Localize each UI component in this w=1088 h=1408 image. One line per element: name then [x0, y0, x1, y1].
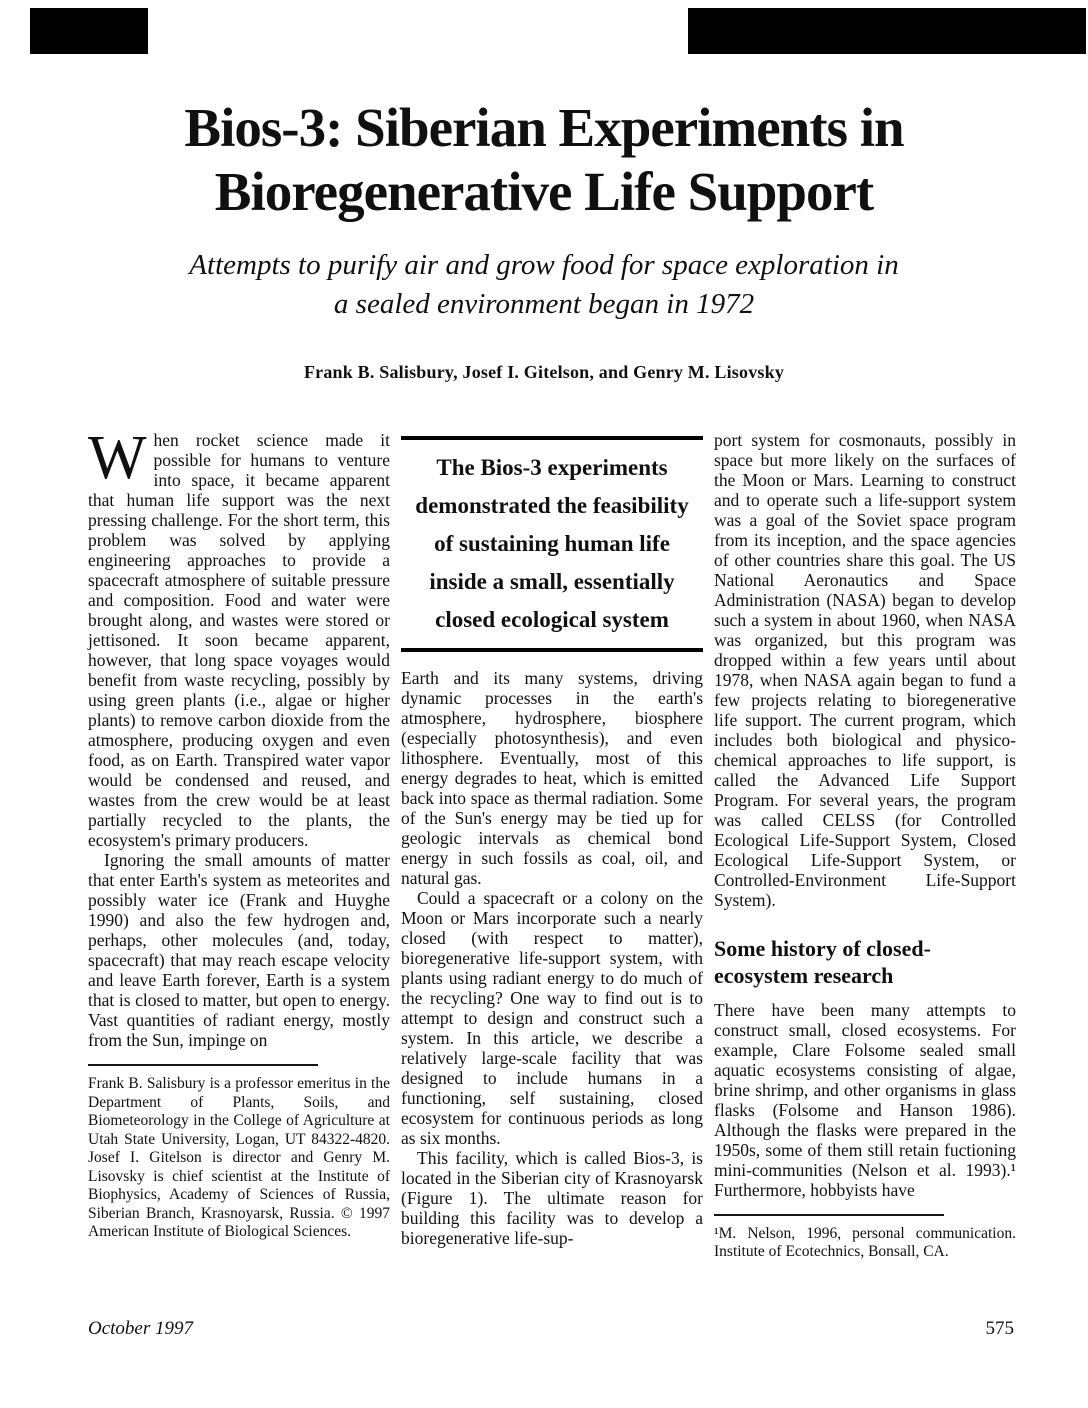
column-left: [88, 424, 390, 1262]
article-title-line-2: Bioregenerative Life Support: [214, 160, 874, 222]
column-middle: [401, 430, 703, 1262]
pull-quote: [401, 436, 703, 652]
page-number: 575: [985, 1318, 1014, 1339]
issue-date: October 1997: [88, 1318, 194, 1339]
paragraph: Could a spacecraft or a colony on the Moon or Mars incorporate such a nearly closed (with respect to matter), bioregenerative life-support system, with plants using radiant energy to do much of the recycling? One way to find out is to attempt to design and construct such a system. In this article, we describe a relatively large-scale facility that was designed to include humans in a functioning, self sustaining, closed ecosystem for continuous periods as long as six months.: [401, 888, 703, 1148]
masthead: [60, 96, 1028, 383]
reference-footnote: ¹M. Nelson, 1996, personal communication. Institute of Ecotechnics, Bonsall, CA.: [714, 1224, 1016, 1261]
article-title-line-1: Bios-3: Siberian Experiments in: [184, 97, 904, 158]
paragraph: Earth and its many systems, driving dynamic processes in the earth's atmosphere, hydrosphere, biosphere (especially photosynthesis), and even lithosphere. Eventually, most of this energy degrades to heat, which is emitted back into space as thermal radiation. Some of the Sun's energy may be tied up for geologic intervals as chemical bond energy in such fossils as coal, oil, and natural gas.: [401, 668, 703, 888]
column-right: [714, 430, 1016, 1262]
article-deck: [60, 246, 1028, 324]
footnote-divider: [88, 1064, 318, 1066]
intro-paragraph: [88, 424, 390, 850]
paragraph: This facility, which is called Bios-3, is located in the Siberian city of Krasnoyarsk (Figure 1). The ultimate reason for building this facility was to develop a bioregenerative life-sup-: [401, 1148, 703, 1248]
paragraph: There have been many attempts to construct small, closed ecosystems. For example, Clare Folsome sealed small aquatic ecosystems consisting of algae, brine shrimp, and other organisms in glass flasks (Folsome and Hanson 1986). Although the flasks were prepared in the 1950s, some of them still retain fuctioning mini-communities (Nelson et al. 1993).¹ Furthermore, hobbyists have: [714, 999, 1016, 1200]
article-title: [60, 96, 1028, 224]
intro-paragraph-text: hen rocket science made it possible for humans to venture into space, it became apparent that human life support was the next pressing challenge. For the short term, this problem was solved by applying engineering approaches to provide a spacecraft atmosphere of suitable pressure and composition. Food and water were brought along, and wastes were stored or jettisoned. It soon became apparent, however, that long space voyages would benefit from waste recycling, possibly by using green plants (i.e., algae or higher plants) to remove carbon dioxide from the atmosphere, producing oxygen and even food, as on Earth. Transpired water vapor would be condensed and reused, and wastes from the crew would be at least partially recycled to the plants, the ecosystem's primary producers.: [88, 430, 390, 850]
authors-byline: Frank B. Salisbury, Josef I. Gitelson, and Genry M. Lisovsky: [303, 361, 785, 382]
scan-artifact-bar-right: [688, 8, 1086, 54]
author-bio-footnote: Frank B. Salisbury is a professor emeritus in the Department of Plants, Soils, and Biometeorology in the College of Agriculture at Utah State University, Logan, UT 84322-4820. Josef I. Gitelson is director and Genry M. Lisovsky is chief scientist at the Institute of Biophysics, Academy of Sciences of Russia, Siberian Branch, Krasnoyarsk, Russia. © 1997 American Institute of Biological Sciences.: [88, 1075, 390, 1240]
section-heading: Some history of closed-ecosystem research: [714, 936, 931, 988]
article-body: [88, 424, 1016, 1262]
footnote-divider: [714, 1214, 944, 1216]
paragraph: Ignoring the small amounts of matter that enter Earth's system as meteorites and possibly water ice (Frank and Huyghe 1990) and also the few hydrogen and, perhaps, other molecules (and, today, spacecraft) that may reach escape velocity and leave Earth forever, Earth is a system that is closed to matter, but open to energy. Vast quantities of radiant energy, mostly from the Sun, impinge on: [88, 850, 390, 1050]
pull-quote-text: The Bios-3 experiments demonstrated the feasibility of sustaining human life inside a small, essentially closed ecological system: [415, 455, 689, 632]
article-deck-line-2: a sealed environment began in 1972: [333, 287, 755, 320]
article-deck-line-1: Attempts to purify air and grow food for space exploration in: [189, 248, 899, 281]
page-footer: [88, 1318, 1014, 1340]
paragraph: port system for cosmonauts, possibly in space but more likely on the surfaces of the Moon or Mars. Learning to construct and to operate such a life-support system was a goal of the Soviet space program from its inception, and the space agencies of other countries share this goal. The US National Aeronautics and Space Administration (NASA) began to develop such a system in about 1960, when NASA was organized, but this program was dropped within a few years until about 1978, when NASA again began to fund a few projects relating to bioregenerative life support. The current program, which includes both biological and physico-chemical approaches to life support, is called the Advanced Life Support Program. For several years, the program was called CELSS (for Controlled Ecological Life-Support System, Closed Ecological Life-Support System, or Controlled-Environment Life-Support System).: [714, 430, 1016, 910]
scan-artifact-bar-left: [30, 8, 148, 54]
drop-cap: W: [88, 424, 147, 492]
